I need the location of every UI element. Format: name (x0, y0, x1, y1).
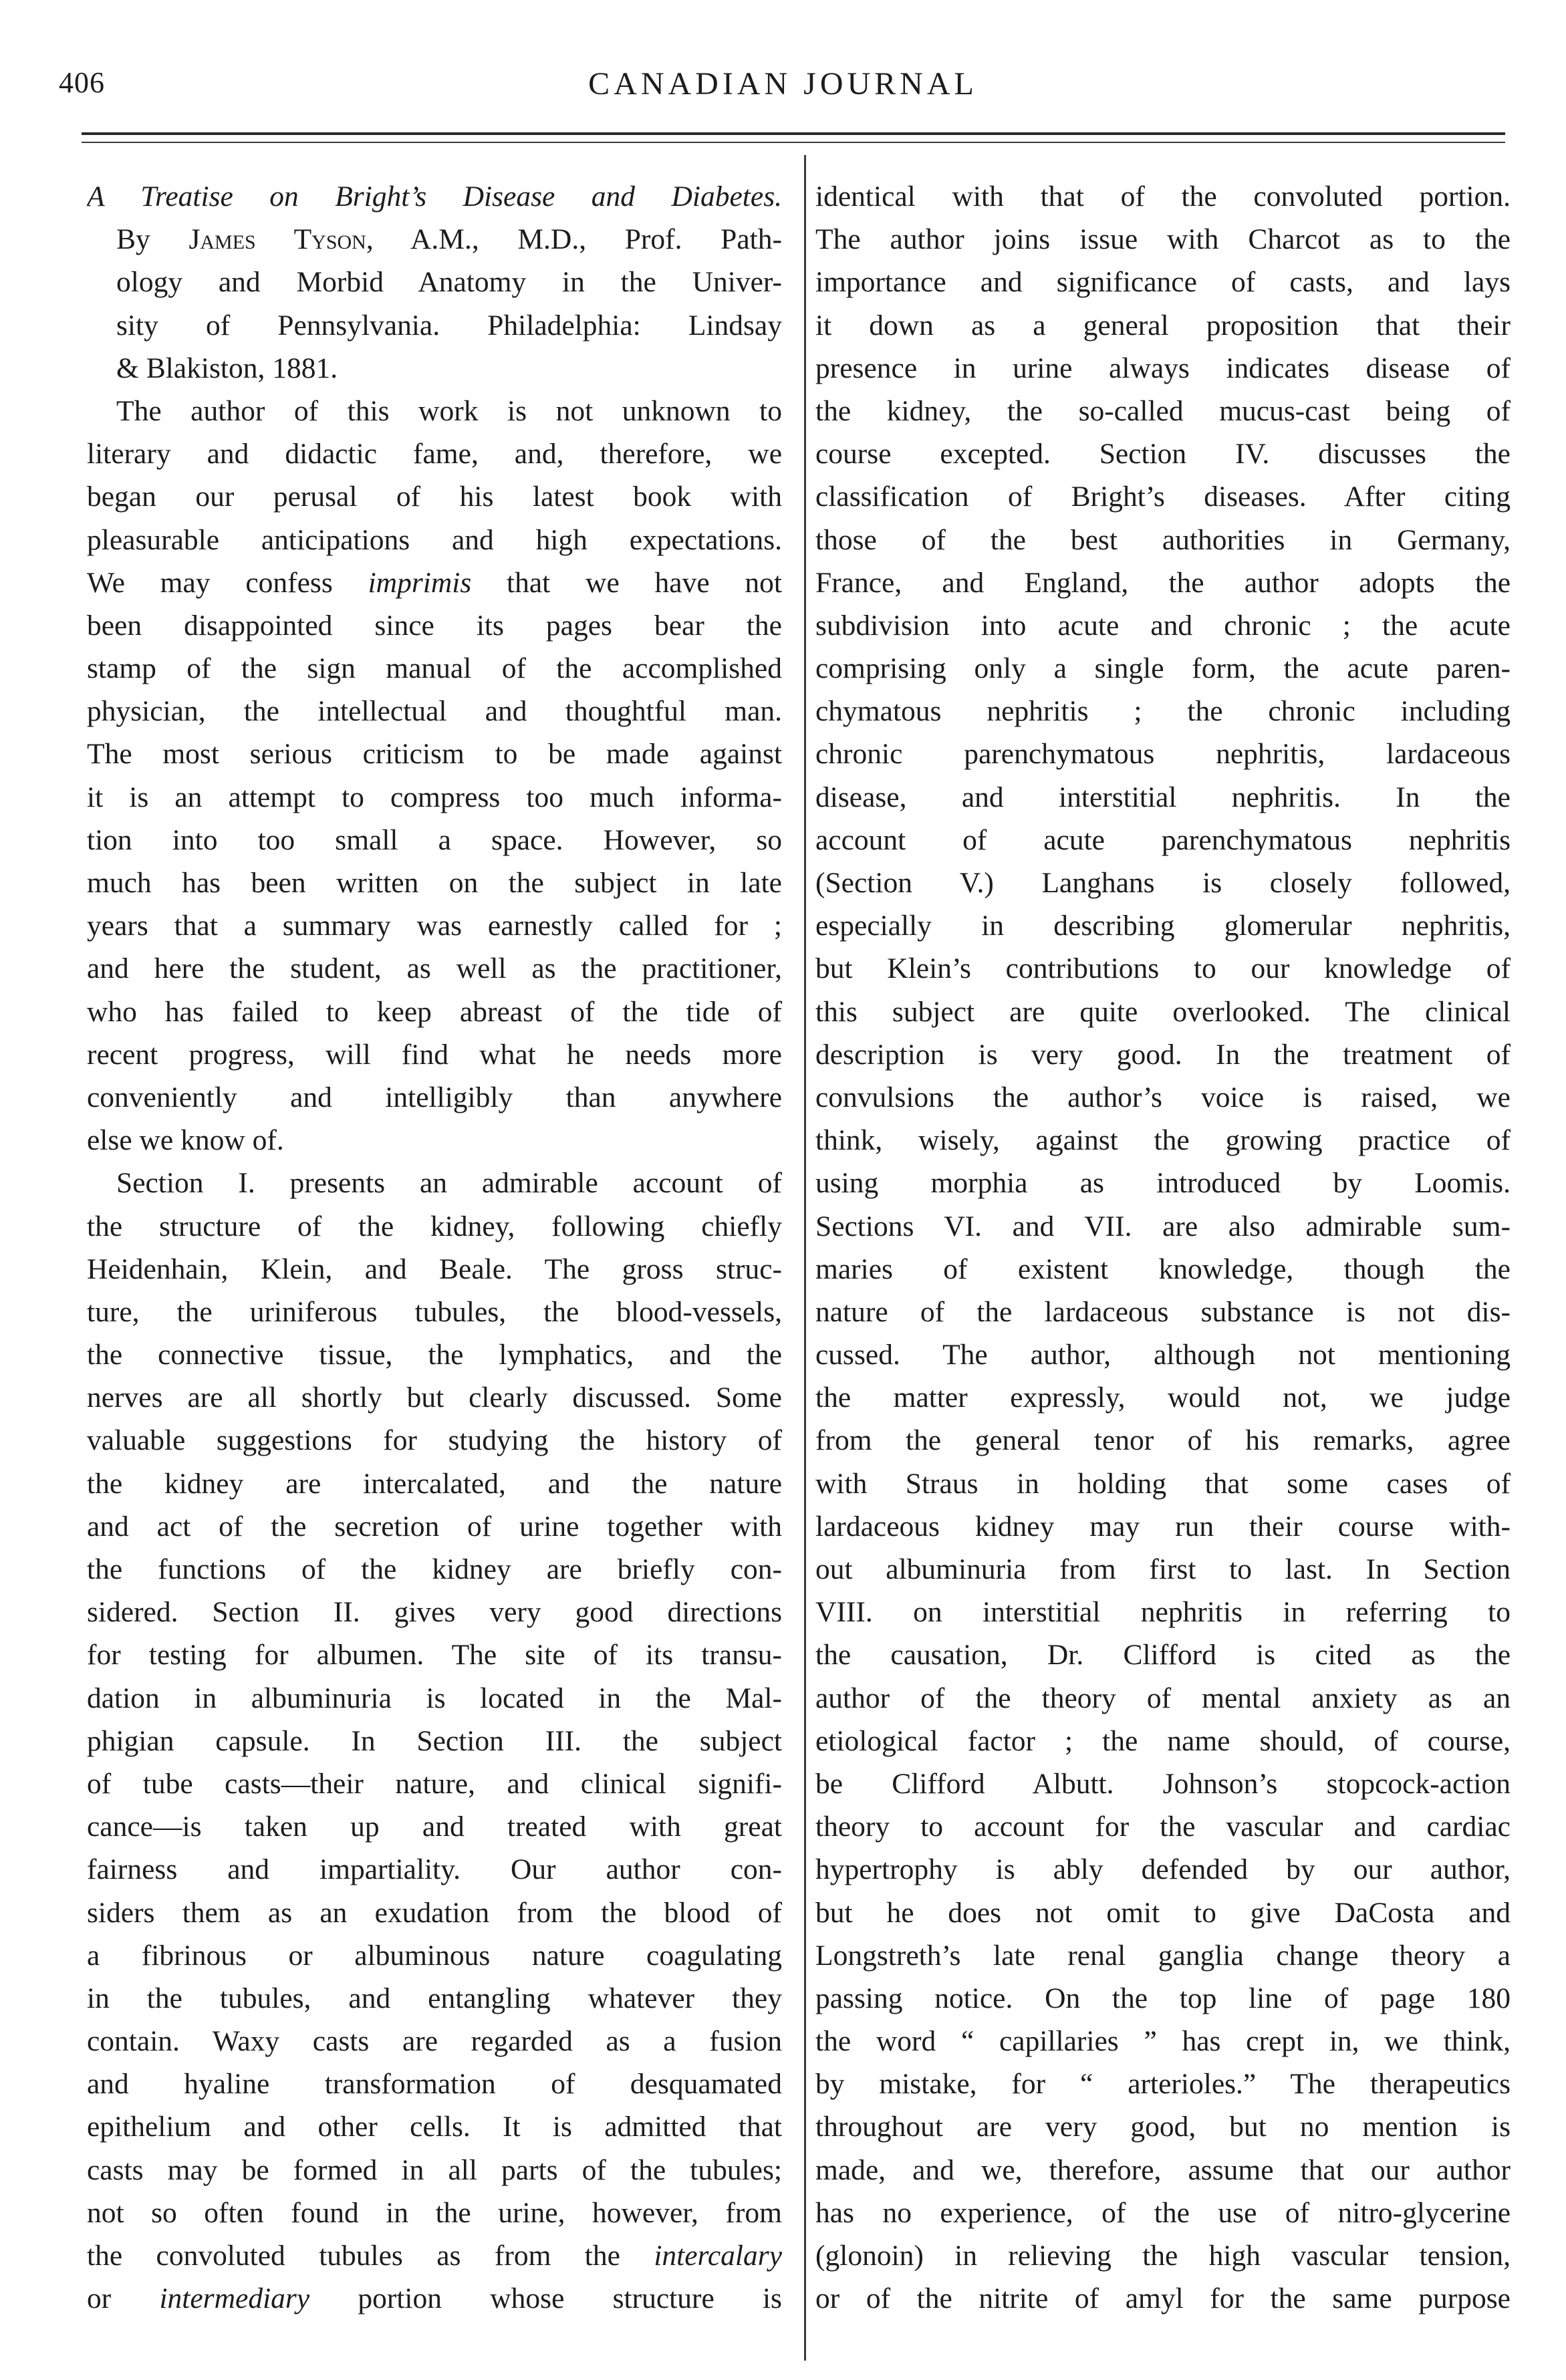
review-body-left (87, 390, 782, 2320)
text-line (87, 647, 782, 690)
text-run: France, and England, the author adopts the (815, 566, 1511, 599)
text-run: author of the theory of mental anxiety as an (815, 1682, 1511, 1714)
text-run: years that a summary was earnestly called for ; (87, 910, 782, 942)
text-line (87, 2020, 782, 2063)
text-run: this subject are quite overlooked. The clinical (815, 995, 1511, 1028)
text-line (87, 1333, 782, 1376)
text-line (815, 947, 1511, 990)
text-line (815, 2020, 1511, 2063)
text-line (87, 1505, 782, 1548)
text-run: casts may be formed in all parts of the tubules; (87, 2153, 782, 2186)
text-run: The most serious criticism to be made against (87, 738, 782, 771)
text-run: especially in describing glomerular nephritis, (815, 910, 1511, 942)
text-line (87, 990, 782, 1033)
text-line (815, 1248, 1511, 1291)
citation-block (87, 175, 782, 390)
text-run: portion whose structure is (309, 2282, 782, 2315)
left-column (87, 175, 782, 2320)
text-run: much has been written on the subject in late (87, 867, 782, 899)
text-line (815, 561, 1511, 604)
citation-line (87, 304, 782, 347)
text-run: by mistake, for “ arterioles.” The therapeutics (815, 2068, 1511, 2101)
text-line (815, 1162, 1511, 1204)
text-run: (Section V.) Langhans is closely followed, (815, 867, 1511, 899)
text-run: using morphia as introduced by Loomis. (815, 1167, 1511, 1200)
text-line (815, 304, 1511, 347)
text-line (815, 904, 1511, 947)
text-run: the word “ capillaries ” has crept in, we think, (815, 2025, 1511, 2058)
text-run: the convoluted tubules as from the (87, 2240, 654, 2272)
text-line (87, 561, 782, 604)
text-line (87, 1891, 782, 1934)
text-run: the kidney are intercalated, and the nature (87, 1467, 782, 1500)
text-line (815, 604, 1511, 647)
text-line (87, 2277, 782, 2320)
text-run: made, and we, therefore, assume that our author (815, 2153, 1511, 2186)
page-number: 406 (59, 66, 105, 99)
text-line (87, 1248, 782, 1291)
text-run: tion into too small a space. However, so (87, 823, 782, 856)
text-line (815, 2063, 1511, 2105)
text-line (87, 776, 782, 819)
text-run: ology and Morbid Anatomy in the Univer- (116, 266, 782, 299)
header-rule-thick (82, 132, 1505, 135)
text-line (815, 1119, 1511, 1162)
text-run: with Straus in holding that some cases of (815, 1467, 1511, 1500)
text-run: Longstreth’s late renal ganglia change theory a (815, 1939, 1511, 1972)
text-run: Heidenhain, Klein, and Beale. The gross struc- (87, 1252, 782, 1285)
text-run: and here the student, as well as the practitioner, (87, 952, 782, 985)
text-run: in the tubules, and entangling whatever they (87, 1982, 782, 2014)
text-run: recent progress, will find what he needs more (87, 1038, 782, 1071)
text-line (815, 1720, 1511, 1762)
text-run: , A.M., M.D., Prof. Path- (366, 223, 782, 256)
text-run: been disappointed since its pages bear the (87, 609, 782, 642)
text-line (87, 862, 782, 904)
text-line (815, 690, 1511, 733)
text-line (87, 2149, 782, 2192)
text-run: or of the nitrite of amyl for the same purpose (815, 2282, 1511, 2315)
text-run: those of the best authorities in Germany, (815, 523, 1511, 556)
text-run: identical with that of the convoluted portion. (815, 180, 1511, 213)
text-line (87, 432, 782, 475)
text-run: nerves are all shortly but clearly discussed. Some (87, 1381, 782, 1414)
text-run: Section I. presents an admirable account of (116, 1167, 782, 1200)
text-run: The author joins issue with Charcot as to the (815, 223, 1511, 256)
text-line (87, 1119, 782, 1162)
text-run: phigian capsule. In Section III. the subject (87, 1724, 782, 1757)
citation-line (87, 261, 782, 303)
text-run: maries of existent knowledge, though the (815, 1252, 1511, 1285)
text-line (87, 2105, 782, 2148)
text-run: cussed. The author, although not mentioning (815, 1339, 1511, 1371)
text-run: James Tyson (188, 223, 366, 256)
text-line (815, 1805, 1511, 1848)
text-line (815, 1462, 1511, 1505)
text-line (815, 733, 1511, 775)
text-run: the matter expressly, would not, we judge (815, 1381, 1511, 1414)
text-run: that we have not (471, 566, 782, 599)
text-line (87, 733, 782, 775)
text-run: conveniently and intelligibly than anywhere (87, 1081, 782, 1113)
text-run: literary and didactic fame, and, therefore, we (87, 438, 782, 471)
text-line (87, 947, 782, 990)
text-run: fairness and impartiality. Our author con- (87, 1853, 782, 1886)
text-run: account of acute parenchymatous nephritis (815, 823, 1511, 856)
text-run: who has failed to keep abreast of the tide of (87, 995, 782, 1028)
right-column (815, 175, 1511, 2320)
text-run: the functions of the kidney are briefly con- (87, 1553, 782, 1585)
text-run: epithelium and other cells. It is admitted that (87, 2111, 782, 2143)
text-run: physician, the intellectual and thoughtful man. (87, 695, 782, 728)
text-line (87, 2234, 782, 2277)
text-run: else we know of. (87, 1124, 284, 1157)
text-run: the causation, Dr. Clifford is cited as the (815, 1639, 1511, 1672)
text-line (87, 1591, 782, 1633)
text-run: for testing for albumen. The site of its transu- (87, 1639, 782, 1672)
text-line (815, 1291, 1511, 1333)
text-run: imprimis (368, 566, 472, 599)
text-run: importance and significance of casts, and lays (815, 266, 1511, 299)
text-run: stamp of the sign manual of the accomplished (87, 652, 782, 685)
text-run: nature of the lardaceous substance is not dis- (815, 1295, 1511, 1328)
text-line (87, 2063, 782, 2105)
text-line (815, 1205, 1511, 1248)
text-line (815, 990, 1511, 1033)
text-run: VIII. on interstitial nephritis in referring to (815, 1596, 1511, 1629)
text-line (815, 2192, 1511, 2234)
text-run: We may confess (87, 566, 368, 599)
text-run: cance—is taken up and treated with great (87, 1811, 782, 1843)
text-line (87, 1805, 782, 1848)
text-line (87, 1033, 782, 1076)
text-line (815, 175, 1511, 218)
text-run: comprising only a single form, the acute paren- (815, 652, 1511, 685)
text-run: description is very good. In the treatment of (815, 1038, 1511, 1071)
text-line (87, 1291, 782, 1333)
text-run: etiological factor ; the name should, of course, (815, 1724, 1511, 1757)
text-run: and hyaline transformation of desquamated (87, 2068, 782, 2101)
text-line (815, 1419, 1511, 1462)
text-line (815, 2149, 1511, 2192)
text-line (815, 862, 1511, 904)
running-head: CANADIAN JOURNAL (588, 66, 978, 102)
text-run: ture, the uriniferous tubules, the blood-vessels, (87, 1295, 782, 1328)
text-run: the connective tissue, the lymphatics, and the (87, 1339, 782, 1371)
text-line (87, 1677, 782, 1720)
text-line (815, 1076, 1511, 1119)
text-line (815, 261, 1511, 303)
citation-line (87, 218, 782, 261)
text-run: intermediary (159, 2282, 310, 2315)
text-run: contain. Waxy casts are regarded as a fusion (87, 2025, 782, 2058)
text-run: think, wisely, against the growing practice of (815, 1124, 1511, 1157)
text-line (87, 1419, 782, 1462)
text-run: chronic parenchymatous nephritis, lardaceous (815, 738, 1511, 771)
column-divider (804, 155, 806, 2361)
text-line (815, 1591, 1511, 1633)
text-run: chymatous nephritis ; the chronic including (815, 695, 1511, 728)
text-line (87, 1934, 782, 1977)
text-run: convulsions the author’s voice is raised, we (815, 1081, 1511, 1113)
text-run: throughout are very good, but no mention is (815, 2111, 1511, 2143)
text-run: it is an attempt to compress too much informa- (87, 781, 782, 813)
text-run: (glonoin) in relieving the high vascular tension, (815, 2240, 1511, 2272)
text-line (87, 1376, 782, 1419)
text-line (815, 519, 1511, 561)
text-line (815, 1848, 1511, 1891)
text-line (815, 1548, 1511, 1591)
text-run: began our perusal of his latest book with (87, 481, 782, 513)
text-run: the kidney, the so-called mucus-cast being of (815, 394, 1511, 427)
text-line (87, 1205, 782, 1248)
text-run: it down as a general proposition that their (815, 309, 1511, 342)
text-run: has no experience, of the use of nitro-glycerine (815, 2196, 1511, 2229)
text-line (815, 1376, 1511, 1419)
text-line (87, 1848, 782, 1891)
text-line (87, 1548, 782, 1591)
text-run: but Klein’s contributions to our knowledge of (815, 952, 1511, 985)
text-run: not so often found in the urine, however, from (87, 2196, 782, 2229)
text-run: passing notice. On the top line of page 180 (815, 1982, 1511, 2014)
text-run: siders them as an exudation from the blood of (87, 1896, 782, 1929)
text-run: and act of the secretion of urine together with (87, 1510, 782, 1543)
text-run: sidered. Section II. gives very good directions (87, 1596, 782, 1629)
text-line (815, 1033, 1511, 1076)
text-run: be Clifford Albutt. Johnson’s stopcock-action (815, 1767, 1511, 1800)
text-line (815, 647, 1511, 690)
text-line (815, 1891, 1511, 1934)
text-run: valuable suggestions for studying the history of (87, 1424, 782, 1457)
text-line (87, 1162, 782, 1204)
text-line (815, 1633, 1511, 1676)
text-run: lardaceous kidney may run their course with- (815, 1510, 1511, 1543)
text-run: course excepted. Section IV. discusses the (815, 438, 1511, 471)
text-run: The author of this work is not unknown to (116, 394, 782, 427)
text-line (815, 1934, 1511, 1977)
text-line (815, 432, 1511, 475)
text-line (815, 2105, 1511, 2148)
text-run: pleasurable anticipations and high expectations. (87, 523, 782, 556)
text-run: dation in albuminuria is located in the Mal- (87, 1682, 782, 1714)
text-run: disease, and interstitial nephritis. In the (815, 781, 1511, 813)
text-line (815, 1333, 1511, 1376)
text-line (815, 475, 1511, 518)
text-line (87, 1076, 782, 1119)
text-run: hypertrophy is ably defended by our author, (815, 1853, 1511, 1886)
text-run: a fibrinous or albuminous nature coagulating (87, 1939, 782, 1972)
text-line (815, 2234, 1511, 2277)
text-line (87, 1762, 782, 1805)
text-line (87, 2192, 782, 2234)
text-run: Sections VI. and VII. are also admirable sum- (815, 1210, 1511, 1242)
text-run: out albuminuria from first to last. In Section (815, 1553, 1511, 1585)
text-run: but he does not omit to give DaCosta and (815, 1896, 1511, 1929)
text-line (815, 1505, 1511, 1548)
text-run: By (116, 223, 189, 256)
review-body-right (815, 175, 1511, 2320)
text-run: A Treatise on Bright’s Disease and Diabetes. (87, 180, 782, 213)
header-rule-thin (82, 142, 1505, 143)
text-run: classification of Bright’s diseases. After citing (815, 481, 1511, 513)
text-line (87, 1977, 782, 2020)
text-line (87, 1633, 782, 1676)
text-line (815, 218, 1511, 261)
text-run: the structure of the kidney, following chiefly (87, 1210, 782, 1242)
text-line (87, 1462, 782, 1505)
text-line (815, 2277, 1511, 2320)
text-line (87, 519, 782, 561)
text-run: from the general tenor of his remarks, agree (815, 1424, 1511, 1457)
text-run: or (87, 2282, 160, 2315)
text-line (87, 475, 782, 518)
text-line (815, 776, 1511, 819)
text-run: intercalary (654, 2240, 782, 2272)
text-line (87, 904, 782, 947)
text-line (87, 390, 782, 432)
text-line (815, 819, 1511, 862)
text-run: of tube casts—their nature, and clinical signifi- (87, 1767, 782, 1800)
text-run: theory to account for the vascular and cardiac (815, 1811, 1511, 1843)
text-run: subdivision into acute and chronic ; the acute (815, 609, 1511, 642)
text-line (815, 390, 1511, 432)
text-line (87, 1720, 782, 1762)
citation-line (87, 347, 782, 390)
text-run: & Blakiston, 1881. (116, 352, 338, 384)
text-line (815, 1762, 1511, 1805)
text-line (87, 604, 782, 647)
text-line (815, 1977, 1511, 2020)
text-run: sity of Pennsylvania. Philadelphia: Lindsay (116, 309, 782, 342)
text-line (87, 819, 782, 862)
text-line (815, 347, 1511, 390)
text-line (87, 690, 782, 733)
citation-line (87, 175, 782, 218)
text-line (815, 1677, 1511, 1720)
text-run: presence in urine always indicates disease of (815, 352, 1511, 384)
